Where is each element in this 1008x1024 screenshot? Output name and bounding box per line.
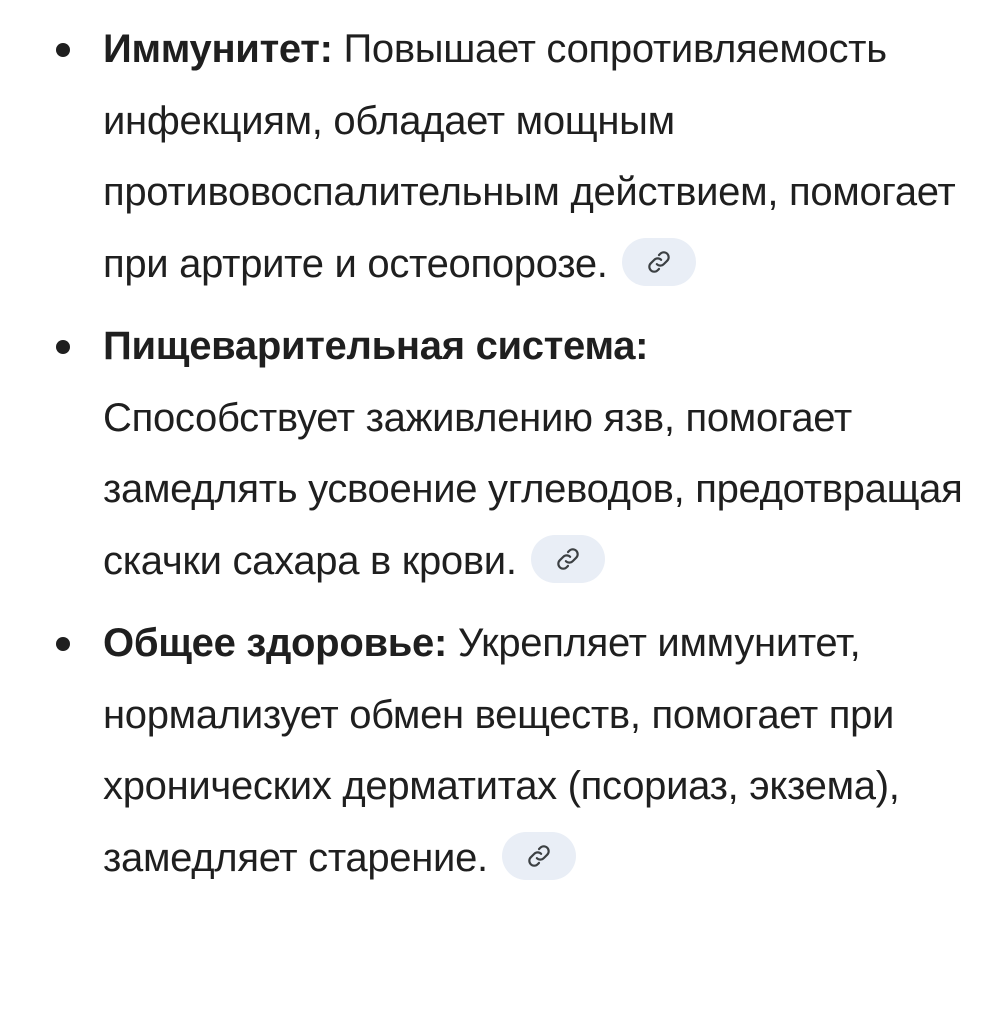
item-term: Общее здоровье:	[103, 621, 447, 665]
link-icon	[646, 249, 672, 275]
link-icon	[555, 546, 581, 572]
bullet-dot	[56, 637, 70, 651]
source-link-button[interactable]	[622, 238, 696, 286]
link-icon	[526, 843, 552, 869]
source-link-button[interactable]	[502, 832, 576, 880]
bullet-dot	[56, 43, 70, 57]
list-item-general-health	[0, 608, 1008, 894]
item-term: Иммунитет:	[103, 27, 333, 71]
bullet-dot	[56, 340, 70, 354]
item-text: Повышает сопротивляемость инфекциям, обладает мощным противовоспалительным действием, помогает при артрите и остеопорозе.	[103, 27, 956, 286]
item-text: Способствует заживлению язв, помогает замедлять усвоение углеводов, предотвращая скачки сахара в крови.	[103, 395, 963, 583]
source-link-button[interactable]	[531, 535, 605, 583]
benefits-list	[0, 14, 1008, 905]
list-item-immunity	[0, 14, 1008, 300]
list-item-digestive-system	[0, 311, 1008, 597]
item-term: Пищеварительная система:	[103, 324, 649, 368]
item-text: Укрепляет иммунитет, нормализует обмен веществ, помогает при хронических дерматитах (псориаз, экзема), замедляет старение.	[103, 621, 900, 880]
